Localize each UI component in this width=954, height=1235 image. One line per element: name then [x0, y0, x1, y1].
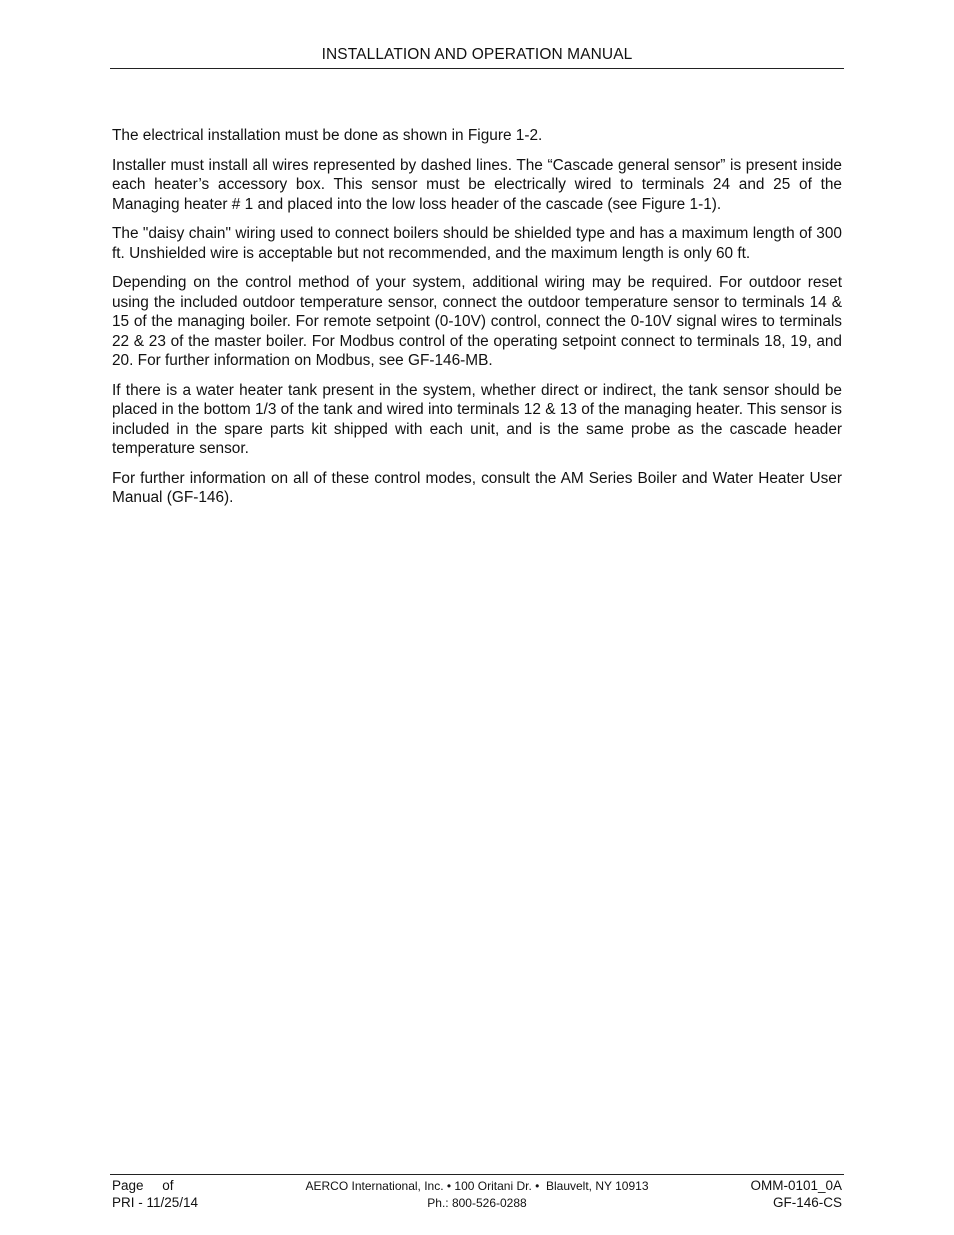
- paragraph-electrical-installation: The electrical installation must be done as shown in Figure 1-2.: [112, 127, 543, 144]
- paragraph-installer-wiring: Installer must install all wires represented by dashed lines. The “Cascade general sensor” is present inside each heater’s accessory box. This sensor must be electrically wired to terminals 24 and 25 of the Managing heater # 1 and placed into the low loss header of the cascade (see Figure 1-1).: [112, 156, 842, 213]
- footer-company-address: AERCO International, Inc. • 100 Oritani Dr. • Blauvelt, NY 10913: [305, 1179, 649, 1193]
- paragraph-water-heater-tank: If there is a water heater tank present in the system, whether direct or indirect, the tank sensor should be placed in the bottom 1/3 of the tank and wired into terminals 12 & 13 of the managing heater. This sensor is included in the spare parts kit shipped with each unit, and is the same probe as the cascade header temperature sensor.: [112, 381, 842, 457]
- paragraph-daisy-chain: The "daisy chain" wiring used to connect boilers should be shielded type and has a maximum length of 300 ft. Unshielded wire is acceptable but not recommended, and the maximum length is only 60 ft.: [112, 225, 842, 262]
- page-header-title: INSTALLATION AND OPERATION MANUAL: [321, 46, 633, 63]
- footer-right: [750, 1177, 842, 1211]
- footer-center: [240, 1178, 714, 1211]
- footer-doc-number: OMM-0101_0A: [750, 1178, 842, 1193]
- header-divider: [110, 68, 844, 69]
- footer-doc-code: GF-146-CS: [772, 1195, 842, 1210]
- footer-revision: PRI - 11/25/14: [112, 1195, 199, 1210]
- footer-left: [112, 1177, 198, 1211]
- document-body: [112, 126, 842, 518]
- paragraph-further-information: For further information on all of these control modes, consult the AM Series Boiler and Water Heater User Manual (GF-146).: [112, 469, 842, 506]
- footer-divider: [110, 1174, 844, 1175]
- footer-phone: Ph.: 800-526-0288: [427, 1195, 527, 1210]
- paragraph-control-method: Depending on the control method of your system, additional wiring may be required. For outdoor reset using the included outdoor temperature sensor, connect the outdoor temperature sensor to terminals 14 & 15 of the managing boiler. For remote setpoint (0-10V) control, connect the 0-10V signal wires to terminals 22 & 23 of the master boiler. For Modbus control of the operating setpoint connect to terminals 18, 19, and 20. For further information on Modbus, see GF-146-MB.: [112, 274, 842, 369]
- footer-page-label: Page of: [112, 1178, 174, 1193]
